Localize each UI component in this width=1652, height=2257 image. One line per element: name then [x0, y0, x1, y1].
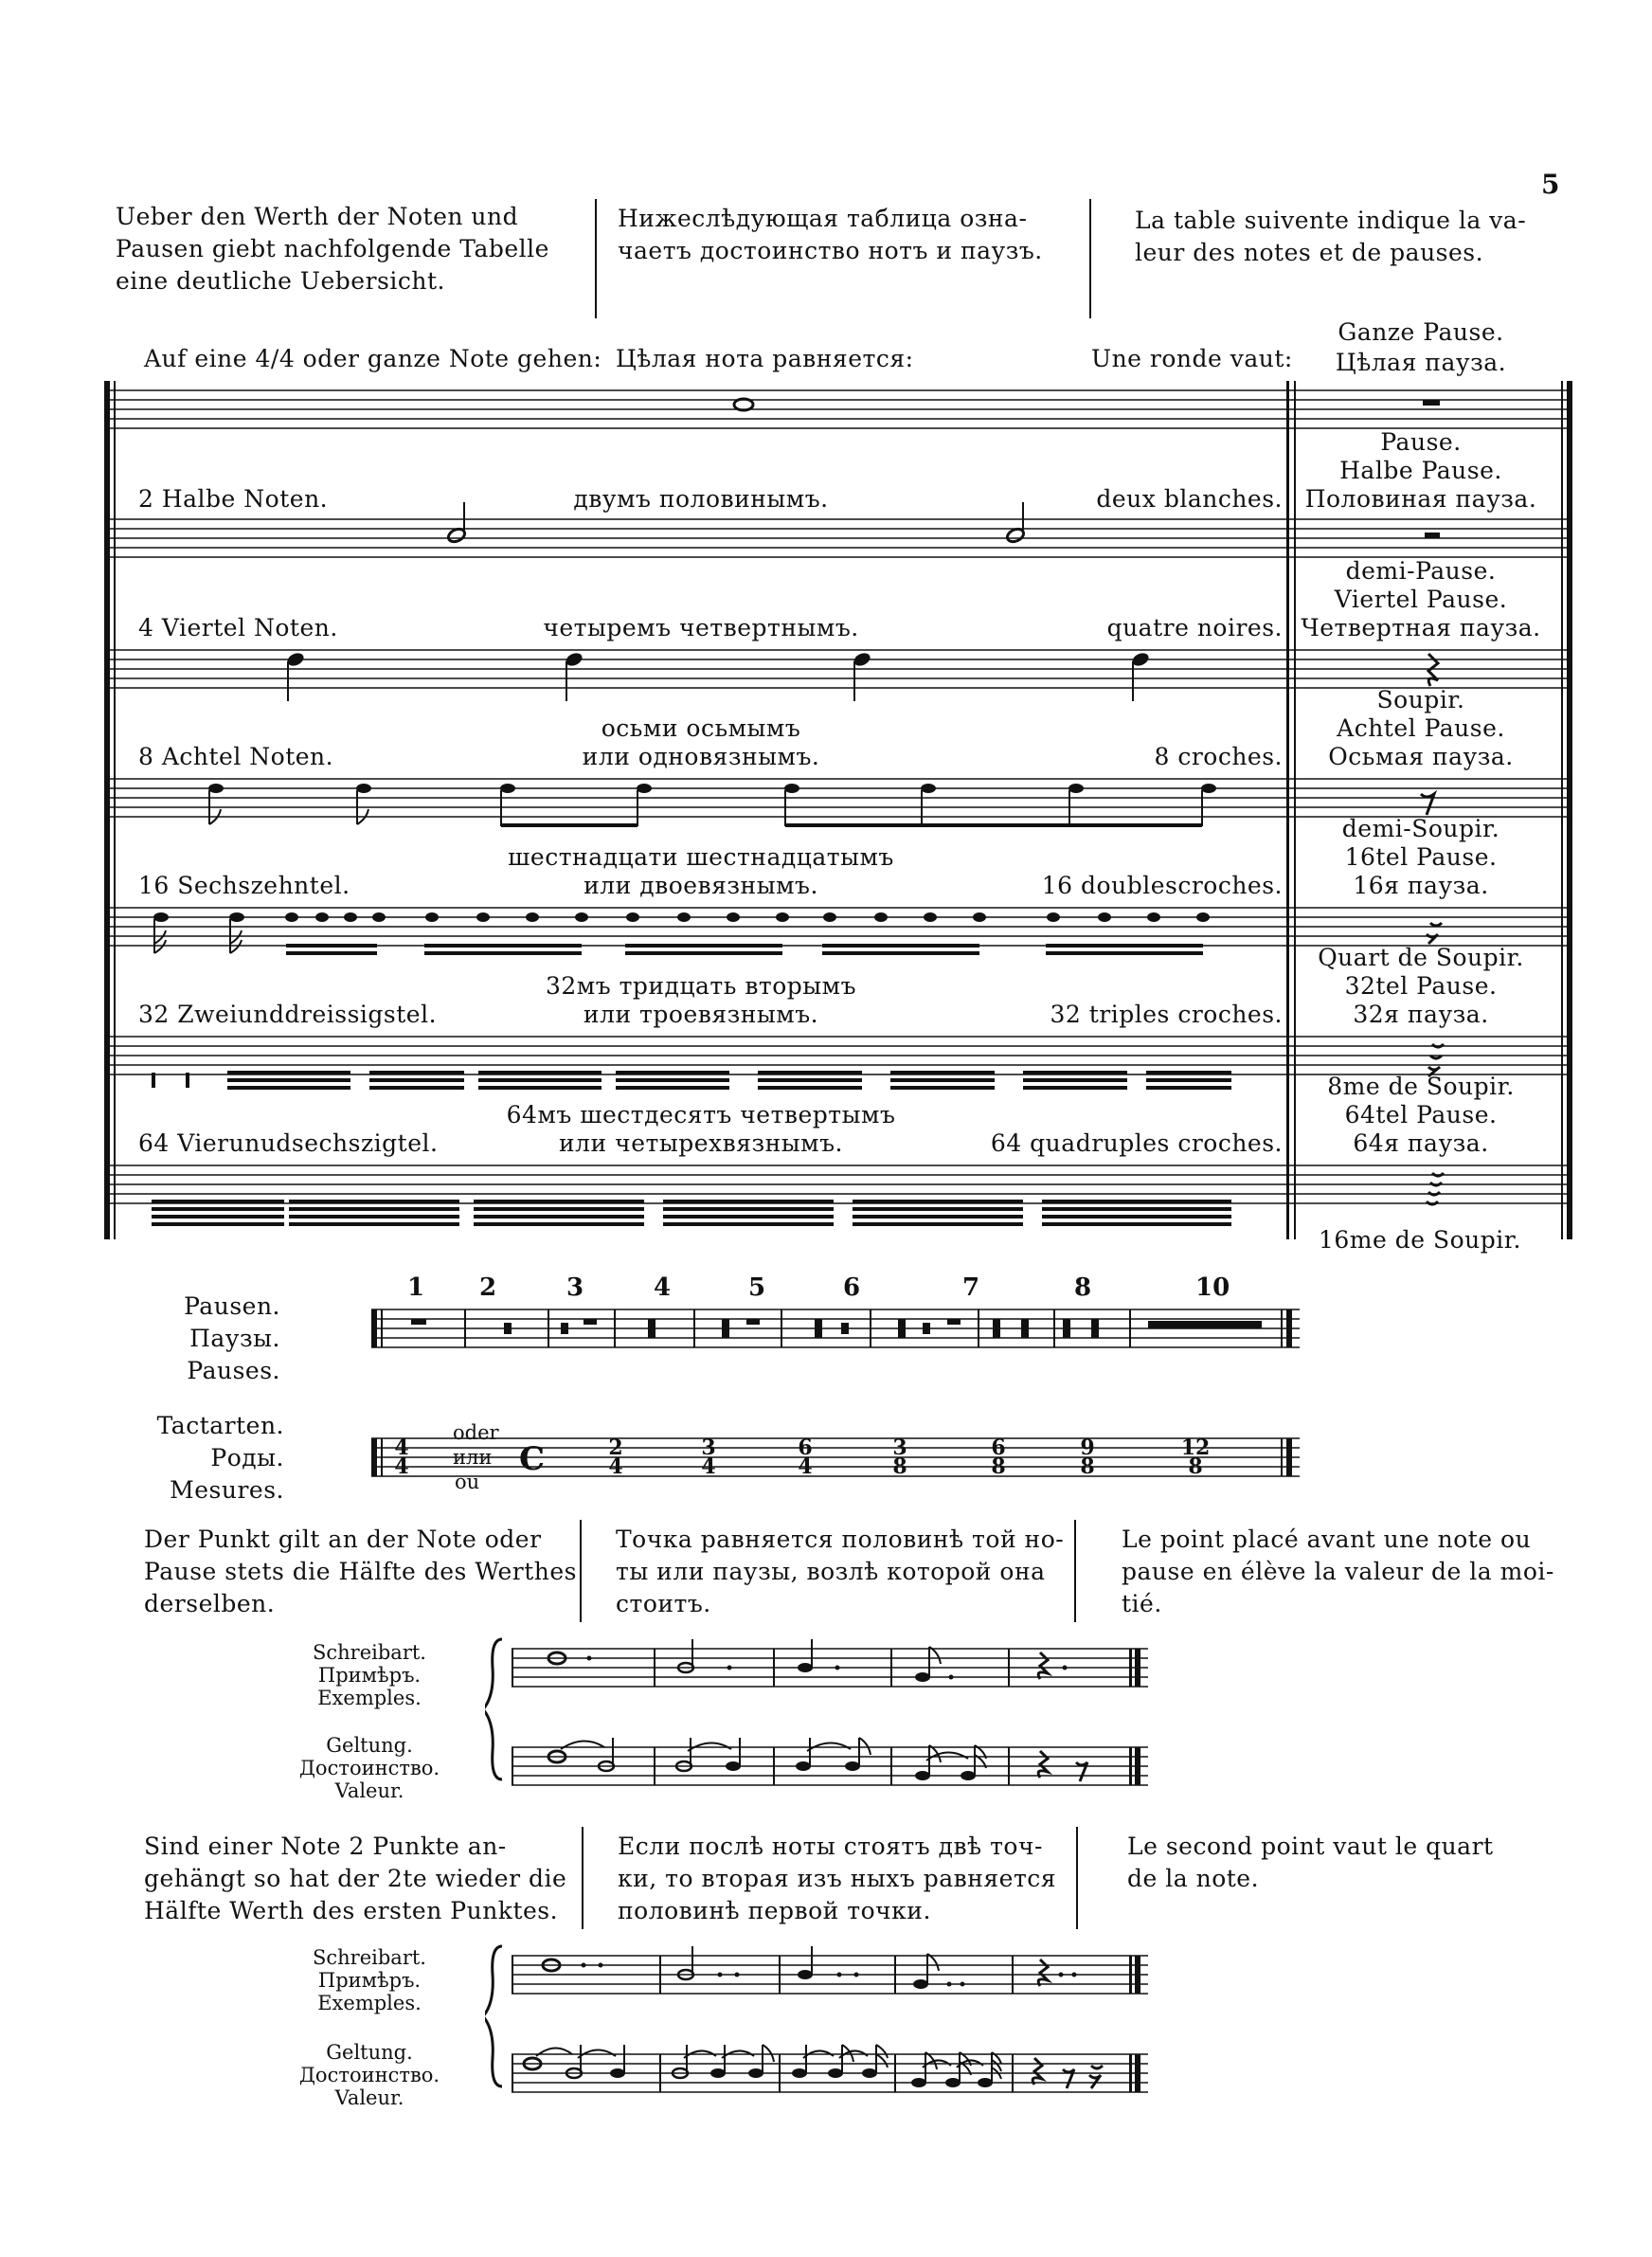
- time-signature-denominator: 4: [701, 1454, 716, 1479]
- divider: [1076, 1827, 1078, 1929]
- intro-russian: Нижеслѣдующая таблица озна- чаетъ достоинство нотъ и паузъ.: [618, 205, 1043, 264]
- divider: [595, 199, 597, 318]
- measures-labels: Tactarten. Роды. Mesures.: [156, 1412, 284, 1504]
- rest-label: Soupir.: [1376, 686, 1465, 713]
- divider: [582, 1827, 584, 1929]
- time-signature-denominator: 4: [798, 1454, 813, 1479]
- row-label-french: 8 croches.: [1154, 743, 1283, 770]
- row-label-french: quatre noires.: [1106, 614, 1283, 641]
- example1-staves: [485, 1634, 1148, 1814]
- rest-label-russian: 16я пауза.: [1353, 872, 1489, 899]
- row-label-german: 8 Achtel Noten.: [138, 743, 334, 770]
- pause-number: 5: [748, 1273, 766, 1302]
- last-rest-label: 16me de Soupir.: [1319, 1226, 1521, 1254]
- double-dot-text-german: Sind einer Note 2 Punkte an- gehängt so hat der 2te wieder die Hälfte Werth des ersten Punktes.: [144, 1833, 567, 1924]
- pause-number: 2: [479, 1273, 497, 1302]
- double-dot-text-russian: Если послѣ ноты стоятъ двѣ точ- ки, то вторая изъ ныхъ равняется половинѣ первой точки.: [618, 1833, 1057, 1924]
- time-signature: [383, 1435, 421, 1479]
- pause-number: 1: [407, 1273, 425, 1302]
- time-signature-denominator: 8: [991, 1454, 1006, 1479]
- intro-german: Ueber den Werth der Noten und Pausen giebt nachfolgende Tabelle eine deutliche Uebersicht.: [116, 203, 549, 295]
- rest-label-german: 64tel Pause.: [1344, 1101, 1498, 1128]
- pause-number: 4: [654, 1273, 672, 1302]
- pause-number: 6: [843, 1273, 861, 1302]
- pause-number: 3: [566, 1273, 584, 1302]
- row-label-french: 64 quadruples croches.: [990, 1129, 1283, 1157]
- time-signature-numerator: 3: [701, 1435, 716, 1460]
- example2-labels-bottom: Geltung. Достоинство. Valeur.: [298, 2041, 440, 2109]
- example1-labels-bottom: Geltung. Достоинство. Valeur.: [298, 1734, 440, 1802]
- row-label-russian: или троевязнымъ.: [583, 1001, 819, 1028]
- or-french: ou: [455, 1471, 480, 1493]
- pauses-staff: [371, 1304, 1300, 1357]
- time-signature: [1068, 1435, 1106, 1479]
- rest-label-german: Halbe Pause.: [1339, 457, 1502, 484]
- divider: [1089, 199, 1091, 318]
- row-label-german: 64 Vierunudsechszigtel.: [138, 1129, 439, 1157]
- row-label-russian: 32мъ тридцать вторымъ: [545, 972, 857, 1000]
- time-signature-numerator: 6: [798, 1435, 813, 1460]
- rest-header-german: Ganze Pause.: [1338, 318, 1504, 346]
- row-label-french: 16 doublescroches.: [1041, 872, 1283, 899]
- table-header-german: Auf eine 4/4 oder ganze Note gehen:: [144, 345, 602, 372]
- or-german: oder: [453, 1421, 499, 1444]
- row-label-russian: 64мъ шестдесятъ четвертымъ: [506, 1101, 896, 1128]
- time-signature-numerator: 6: [991, 1435, 1006, 1460]
- row-label-russian: или двоевязнымъ.: [584, 872, 818, 899]
- rest-label-russian: Половиная пауза.: [1304, 485, 1537, 513]
- row-label-french: 32 triples croches.: [1050, 1001, 1283, 1028]
- row-label-russian: двумъ половинымъ.: [573, 485, 829, 513]
- rest-label-russian: 64я пауза.: [1353, 1129, 1489, 1157]
- pause-number: 10: [1195, 1273, 1230, 1302]
- row-label-russian: осьми осьмымъ: [601, 714, 801, 742]
- time-signature-denominator: 8: [1188, 1454, 1203, 1479]
- dot-text-french: Le point placé avant une note ou pause en élève la valeur de la moi- tié.: [1122, 1526, 1554, 1617]
- rest-label-german: Achtel Pause.: [1337, 714, 1505, 742]
- time-signature: [690, 1435, 727, 1479]
- rest-label-russian: Четвертная пауза.: [1301, 614, 1541, 641]
- table-header-french: Une ronde vaut:: [1091, 345, 1293, 372]
- row-label-russian: шестнадцати шестнадцатымъ: [508, 843, 894, 871]
- time-signature-numerator: 3: [892, 1435, 907, 1460]
- rest-label: demi-Soupir.: [1341, 815, 1500, 842]
- rest-header-russian: Цѣлая пауза.: [1335, 349, 1507, 376]
- time-signature: [597, 1435, 635, 1479]
- row-label-russian: или одновязнымъ.: [582, 743, 820, 770]
- time-signature-denominator: 4: [394, 1454, 409, 1479]
- time-signature-numerator: 9: [1080, 1435, 1095, 1460]
- rest-label: 8me de Soupir.: [1327, 1073, 1515, 1100]
- pause-number: 8: [1074, 1273, 1092, 1302]
- divider: [580, 1520, 582, 1622]
- time-signature-denominator: 4: [608, 1454, 623, 1479]
- row-label-russian: или четырехвязнымъ.: [559, 1129, 843, 1157]
- time-signature: [979, 1435, 1017, 1479]
- rest-label: demi-Pause.: [1345, 557, 1497, 585]
- row-label-german: 4 Viertel Noten.: [138, 614, 338, 641]
- double-dot-text-french: Le second point vaut le quart de la note.: [1127, 1833, 1494, 1892]
- pause-number: 7: [962, 1273, 980, 1302]
- row-label-german: 16 Sechszehntel.: [138, 872, 350, 899]
- rest-label: Quart de Soupir.: [1318, 944, 1524, 971]
- rest-label-russian: Осьмая пауза.: [1328, 743, 1514, 770]
- pauses-labels: Pausen. Паузы. Pauses.: [184, 1292, 280, 1384]
- rest-label: Pause.: [1380, 428, 1462, 456]
- dot-text-russian: Точка равняется половинѣ той но- ты или паузы, возлѣ которой она стоитъ.: [616, 1526, 1065, 1617]
- row-label-german: 2 Halbe Noten.: [138, 485, 329, 513]
- row-label-russian: четыремъ четвертнымъ.: [543, 614, 859, 641]
- dot-text-german: Der Punkt gilt an der Note oder Pause stets die Hälfte des Werthes derselben.: [144, 1526, 578, 1617]
- time-signature: [786, 1435, 824, 1479]
- common-time-symbol: C: [519, 1440, 546, 1478]
- intro-french: La table suivente indique la va- leur des notes et de pauses.: [1135, 207, 1527, 266]
- time-signature-numerator: 12: [1180, 1435, 1211, 1460]
- time-signature-denominator: 8: [1080, 1454, 1095, 1479]
- measures-staff: [371, 1433, 1300, 1486]
- time-signature: [1176, 1435, 1214, 1479]
- time-signature-numerator: 2: [608, 1435, 623, 1460]
- or-russian: или: [453, 1446, 493, 1469]
- divider: [1074, 1520, 1076, 1622]
- example2-staves: [485, 1941, 1148, 2121]
- row-label-german: 32 Zweiunddreissigstel.: [138, 1001, 438, 1028]
- time-signature-denominator: 8: [892, 1454, 907, 1479]
- row-label-french: deux blanches.: [1096, 485, 1283, 513]
- page-number: 5: [1541, 169, 1560, 200]
- example2-labels-top: Schreibart. Примѣръ. Exemples.: [313, 1946, 426, 2014]
- example1-labels-top: Schreibart. Примѣръ. Exemples.: [313, 1641, 426, 1709]
- rest-label-german: Viertel Pause.: [1334, 586, 1508, 613]
- time-signature-numerator: 4: [394, 1435, 409, 1460]
- time-signature: [881, 1435, 919, 1479]
- rest-label-german: 32tel Pause.: [1344, 972, 1498, 1000]
- rest-label-german: 16tel Pause.: [1344, 843, 1498, 871]
- rest-label-russian: 32я пауза.: [1353, 1001, 1489, 1028]
- table-header-russian: Цѣлая нота равняется:: [616, 345, 914, 372]
